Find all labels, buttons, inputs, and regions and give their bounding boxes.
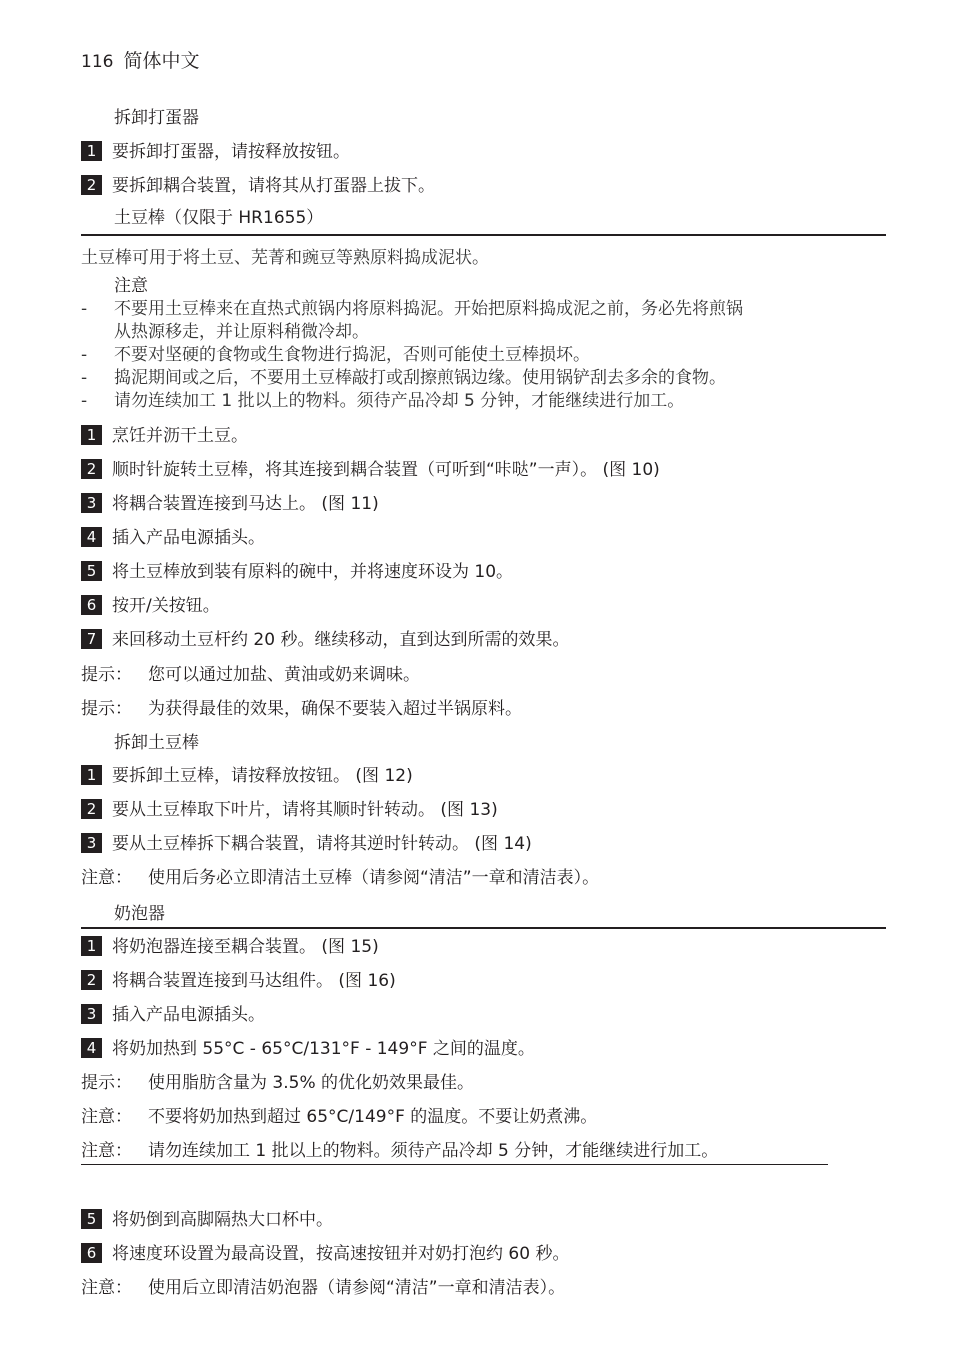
step-text: 顺时针旋转土豆棒，将其连接到耦合装置（可听到“咔哒”一声）。 (图 10): [112, 460, 660, 480]
step-number: 4: [81, 1038, 102, 1058]
tip: [81, 698, 522, 720]
step-number: 6: [81, 1243, 102, 1263]
note-text: 请勿连续加工 1 批以上的物料。须待产品冷却 5 分钟，才能继续进行加工。: [148, 1141, 719, 1161]
page-number: 116: [81, 52, 114, 72]
step: [81, 527, 265, 549]
section-heading-milk-frother: 奶泡器: [114, 904, 165, 924]
step-number: 2: [81, 459, 102, 479]
step-text: 按开/关按钮。: [112, 596, 220, 616]
step: [81, 833, 532, 855]
list-dash: -: [81, 391, 88, 411]
step-number: 2: [81, 970, 102, 990]
step-text: 要从土豆棒拆下耦合装置，请将其逆时针转动。 (图 14): [112, 834, 532, 854]
list-dash: -: [81, 299, 88, 319]
step-number: 7: [81, 629, 102, 649]
step-text: 将耦合装置连接到马达组件。 (图 16): [112, 971, 396, 991]
step: [81, 561, 513, 583]
section-intro: 土豆棒可用于将土豆、芜菁和豌豆等熟原料捣成泥状。: [81, 248, 489, 268]
section-divider: [81, 234, 886, 236]
tip: [81, 1072, 474, 1094]
step: [81, 1038, 535, 1060]
caution-title: 注意: [114, 276, 148, 296]
step-number: 3: [81, 833, 102, 853]
tip-text: 您可以通过加盐、黄油或奶来调味。: [148, 665, 420, 685]
note-underline: [81, 1164, 828, 1165]
step-text: 插入产品电源插头。: [112, 528, 265, 548]
section-heading-masher-removal: 拆卸土豆棒: [114, 733, 199, 753]
step-number: 5: [81, 561, 102, 581]
caution-item: [81, 298, 881, 344]
caution-line: 不要对坚硬的食物或生食物进行捣泥，否则可能使土豆棒损坏。: [114, 345, 590, 365]
step-number: 1: [81, 936, 102, 956]
caution-block: [81, 275, 881, 413]
step-text: 要从土豆棒取下叶片，请将其顺时针转动。 (图 13): [112, 800, 498, 820]
step-number: 3: [81, 493, 102, 513]
step: [81, 175, 435, 197]
step-text: 将耦合装置连接到马达上。 (图 11): [112, 494, 379, 514]
caution-line: 捣泥期间或之后，不要用土豆棒敲打或刮擦煎锅边缘。使用锅铲刮去多余的食物。: [114, 368, 726, 388]
step: [81, 595, 220, 617]
step-number: 6: [81, 595, 102, 615]
page-header: [81, 46, 199, 73]
step-text: 要拆卸打蛋器，请按释放按钮。: [112, 142, 350, 162]
step-number: 1: [81, 765, 102, 785]
tip-text: 使用脂肪含量为 3.5% 的优化奶效果最佳。: [148, 1073, 474, 1093]
step-number: 1: [81, 425, 102, 445]
note-text: 使用后务必立即清洁土豆棒（请参阅“清洁”一章和清洁表）。: [148, 868, 600, 888]
step-text: 插入产品电源插头。: [112, 1005, 265, 1025]
note: [81, 1106, 597, 1128]
section-heading-potato-masher: 土豆棒（仅限于 HR1655）: [114, 208, 324, 228]
step-number: 3: [81, 1004, 102, 1024]
tip-label: 提示：: [81, 699, 132, 719]
note: [81, 1277, 565, 1299]
caution-item: [81, 367, 881, 390]
note-label: 注意：: [81, 1141, 132, 1161]
note-text: 使用后立即清洁奶泡器（请参阅“清洁”一章和清洁表）。: [148, 1278, 566, 1298]
page-language: 简体中文: [123, 50, 200, 72]
step: [81, 1004, 265, 1026]
step: [81, 141, 350, 163]
step: [81, 629, 569, 651]
step-number: 4: [81, 527, 102, 547]
tip-label: 提示：: [81, 665, 132, 685]
note-label: 注意：: [81, 1278, 132, 1298]
step: [81, 1243, 569, 1265]
step: [81, 459, 660, 481]
step-number: 2: [81, 799, 102, 819]
step-text: 要拆卸耦合装置，请将其从打蛋器上拔下。: [112, 176, 435, 196]
note: [81, 867, 599, 889]
step-text: 来回移动土豆杆约 20 秒。继续移动，直到达到所需的效果。: [112, 630, 570, 650]
step-number: 5: [81, 1209, 102, 1229]
step-number: 2: [81, 175, 102, 195]
section-heading-whisk-removal: 拆卸打蛋器: [114, 108, 199, 128]
note: [81, 1140, 718, 1162]
caution-line: 从热源移走，并让原料稍微冷却。: [114, 322, 369, 342]
step-number: 1: [81, 141, 102, 161]
step: [81, 936, 379, 958]
step: [81, 799, 498, 821]
step: [81, 765, 413, 787]
tip-label: 提示：: [81, 1073, 132, 1093]
caution-item: [81, 344, 881, 367]
step: [81, 1209, 333, 1231]
step-text: 将土豆棒放到装有原料的碗中，并将速度环设为 10。: [112, 562, 514, 582]
caution-line: 不要用土豆棒来在直热式煎锅内将原料捣泥。开始把原料捣成泥之前，务必先将煎锅: [114, 299, 743, 319]
list-dash: -: [81, 368, 88, 388]
step-text: 将速度环设置为最高设置，按高速按钮并对奶打泡约 60 秒。: [112, 1244, 570, 1264]
step-text: 要拆卸土豆棒，请按释放按钮。 (图 12): [112, 766, 413, 786]
tip-text: 为获得最佳的效果，确保不要装入超过半锅原料。: [148, 699, 522, 719]
step: [81, 493, 379, 515]
caution-line: 请勿连续加工 1 批以上的物料。须待产品冷却 5 分钟，才能继续进行加工。: [114, 391, 685, 411]
note-text: 不要将奶加热到超过 65°C/149°F 的温度。不要让奶煮沸。: [148, 1107, 598, 1127]
caution-item: [81, 390, 881, 413]
note-label: 注意：: [81, 1107, 132, 1127]
step-text: 烹饪并沥干土豆。: [112, 426, 248, 446]
tip: [81, 664, 420, 686]
step-text: 将奶泡器连接至耦合装置。 (图 15): [112, 937, 379, 957]
step: [81, 425, 248, 447]
step: [81, 970, 396, 992]
note-label: 注意：: [81, 868, 132, 888]
section-divider: [81, 927, 886, 929]
step-text: 将奶加热到 55°C - 65°C/131°F - 149°F 之间的温度。: [112, 1039, 535, 1059]
list-dash: -: [81, 345, 88, 365]
step-text: 将奶倒到高脚隔热大口杯中。: [112, 1210, 333, 1230]
